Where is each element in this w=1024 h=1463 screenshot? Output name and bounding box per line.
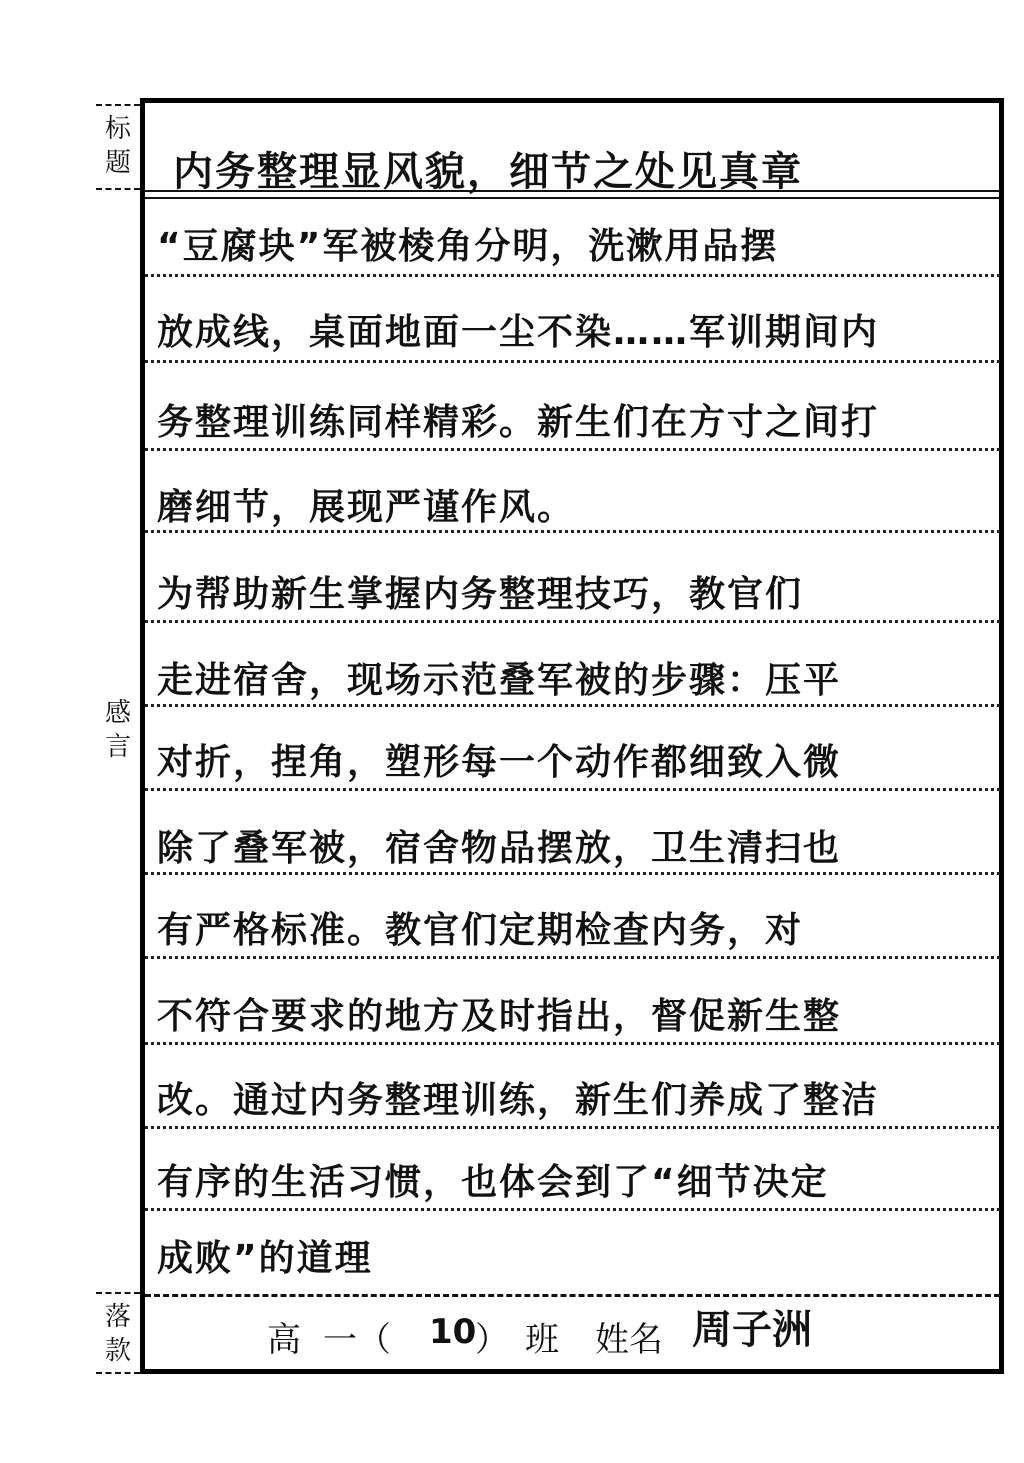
sign-label-char-1: 落: [104, 1302, 131, 1332]
body-rule-9: [145, 956, 1000, 959]
class-word: 班: [525, 1320, 559, 1360]
body-rule-12: [145, 1208, 1000, 1211]
body-rule-2: [145, 360, 1000, 363]
body-label: [96, 696, 140, 764]
body-rule-3: [145, 448, 1000, 451]
essay-title: 内务整理显风貌，细节之处见真章: [173, 149, 803, 195]
body-line-11: 改。通过内务整理训练，新生们养成了整洁: [157, 1080, 880, 1121]
body-rule-8: [145, 872, 1000, 875]
body-rule-11: [145, 1126, 1000, 1129]
sign-label-top-dash: [96, 1292, 140, 1294]
body-line-10: 不符合要求的地方及时指出，督促新生整: [157, 996, 842, 1037]
body-line-9: 有严格标准。教官们定期检查内务，对: [157, 910, 804, 951]
signature-rule: [145, 1294, 1000, 1297]
body-line-1: “豆腐块”军被棱角分明，洗漱用品摆: [157, 226, 779, 267]
class-prefix: 一（: [323, 1320, 391, 1360]
body-line-6: 走进宿舍，现场示范叠军被的步骤：压平: [157, 660, 842, 701]
class-number: 10: [429, 1312, 477, 1352]
title-label-char-2: 题: [104, 148, 131, 178]
title-label-top-dash: [96, 104, 140, 106]
student-name: 周子洲: [692, 1307, 812, 1353]
title-rule-lower: [145, 197, 1000, 199]
class-suffix: ）: [475, 1320, 509, 1360]
body-line-4: 磨细节，展现严谨作风。: [157, 487, 576, 528]
title-label-char-1: 标: [104, 114, 131, 144]
body-label-char-1: 感: [104, 698, 131, 728]
body-line-2: 放成线，桌面地面一尘不染……军训期间内: [157, 312, 880, 353]
title-label: [96, 112, 140, 180]
body-line-12: 有序的生活习惯，也体会到了“细节决定: [157, 1162, 829, 1203]
body-rule-10: [145, 1042, 1000, 1045]
signature-row: [145, 1300, 1000, 1360]
body-line-13: 成败”的道理: [157, 1238, 373, 1279]
body-rule-1: [145, 274, 1000, 277]
name-label: 姓名: [595, 1320, 663, 1360]
body-rule-5: [145, 620, 1000, 623]
title-rule-upper: [145, 190, 1000, 192]
body-line-3: 务整理训练同样精彩。新生们在方寸之间打: [157, 402, 880, 443]
body-rule-7: [145, 788, 1000, 791]
sign-label-char-2: 款: [104, 1336, 131, 1366]
title-label-bottom-dash: [96, 188, 140, 190]
body-label-char-2: 言: [104, 732, 131, 762]
body-rule-4: [145, 530, 1000, 533]
body-line-8: 除了叠军被，宿舍物品摆放，卫生清扫也: [157, 828, 842, 869]
body-line-7: 对折，捏角，塑形每一个动作都细致入微: [157, 742, 842, 783]
sign-label-bottom-dash: [96, 1372, 140, 1374]
body-line-5: 为帮助新生掌握内务整理技巧，教官们: [157, 574, 804, 615]
sign-label: [96, 1300, 140, 1368]
grade-text: 高: [267, 1320, 301, 1360]
body-rule-6: [145, 704, 1000, 707]
